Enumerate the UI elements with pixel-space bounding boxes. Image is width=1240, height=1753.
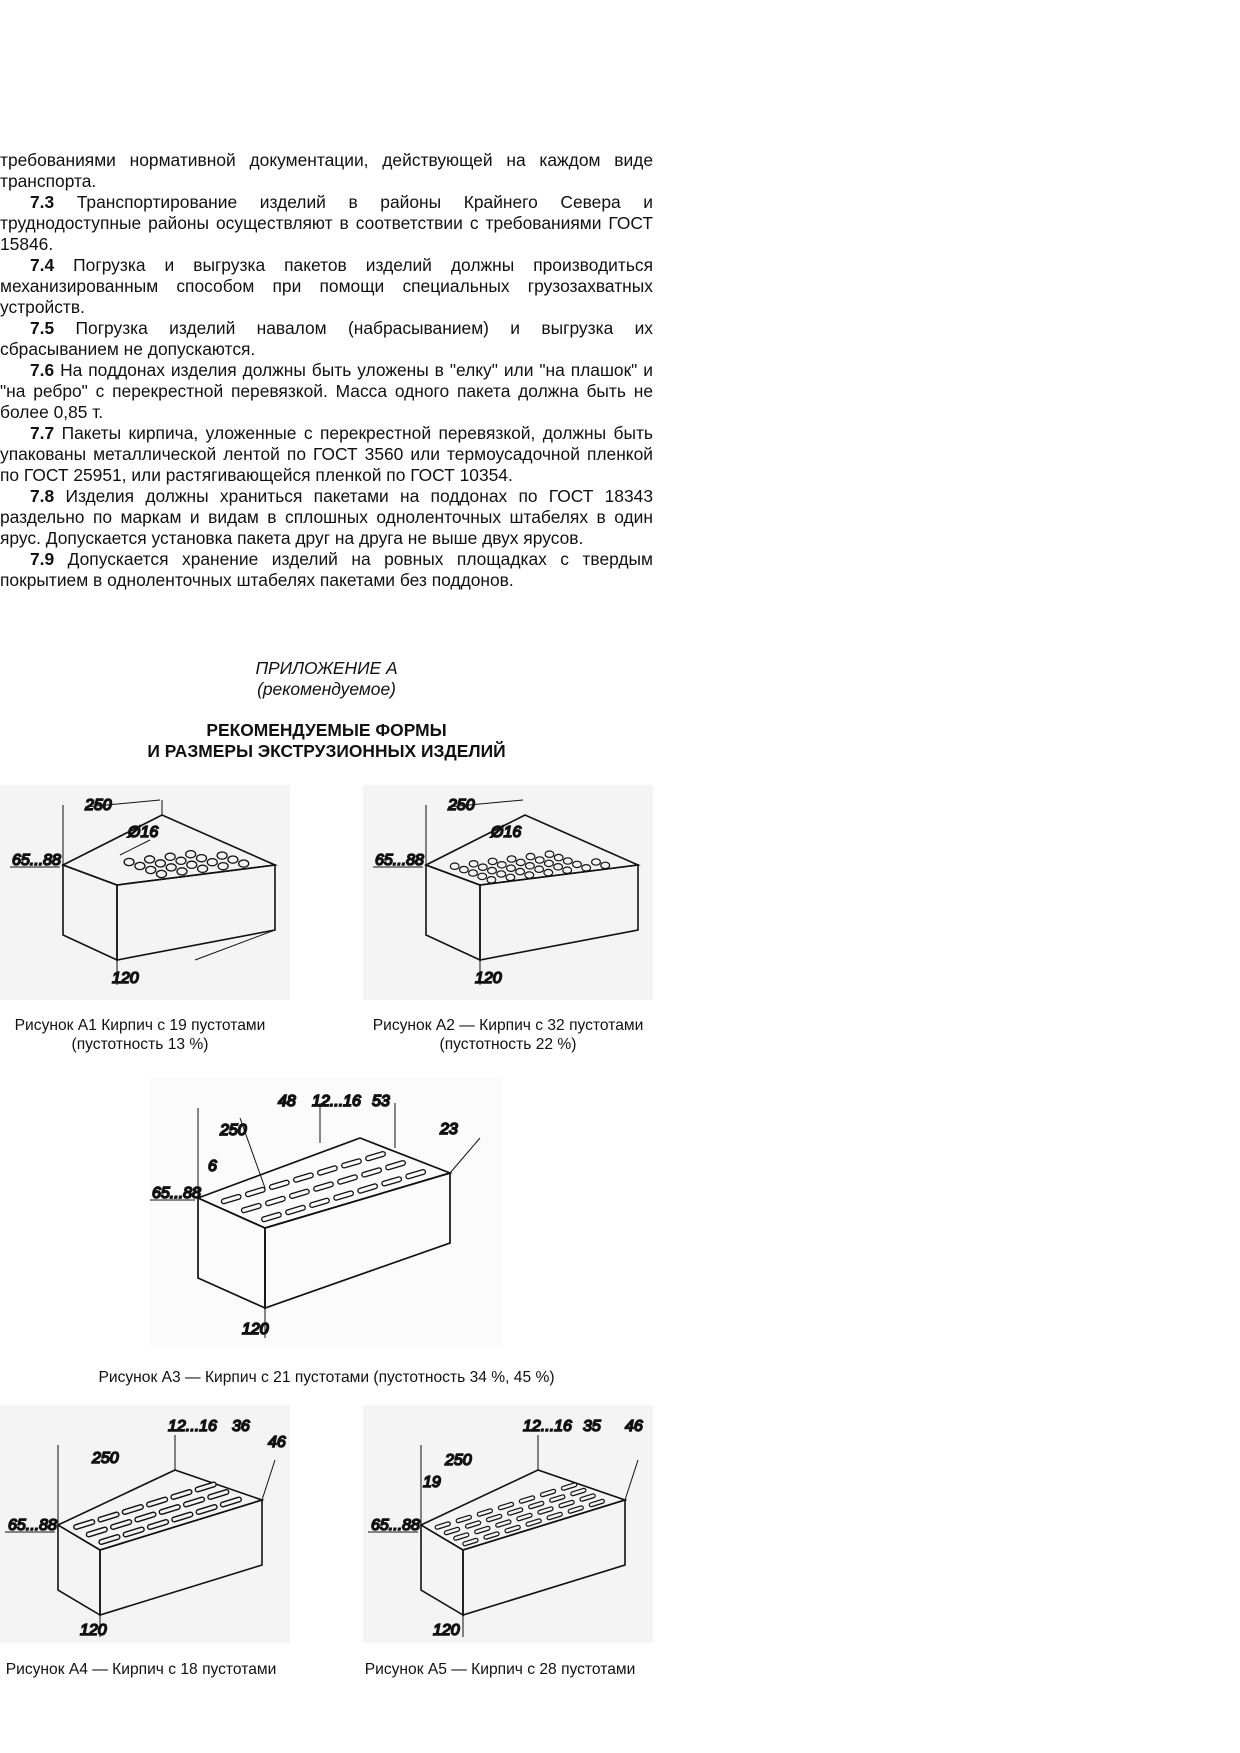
void-hole bbox=[506, 874, 515, 880]
void-hole bbox=[217, 852, 227, 859]
void-hole bbox=[592, 859, 601, 865]
void-hole bbox=[157, 870, 167, 877]
void-hole bbox=[187, 861, 197, 868]
paragraph-7-8: 7.8 Изделия должны храниться пакетами на поддонах по ГОСТ 18343 раздельно по маркам и видам в сплошных одноленточных штабелях в один ярус. Допускается установка пакета друг на друга не выше двух ярусов. bbox=[0, 486, 653, 548]
body-text bbox=[0, 150, 653, 591]
void-hole bbox=[166, 864, 176, 871]
void-hole bbox=[478, 873, 487, 879]
void-hole bbox=[554, 854, 563, 860]
void-hole bbox=[218, 863, 228, 870]
appendix-title-line-2: И РАЗМЕРЫ ЭКСТРУЗИОННЫХ ИЗДЕЛИЙ bbox=[147, 741, 506, 761]
a1-dim-width: 120 bbox=[112, 970, 139, 987]
void-hole bbox=[155, 860, 165, 867]
appendix-title-line-1: РЕКОМЕНДУЕМЫЕ ФОРМЫ bbox=[206, 720, 447, 740]
a2-dim-height: 65...88 bbox=[375, 852, 424, 869]
a1-dim-hole: Ø16 bbox=[128, 824, 159, 841]
void-hole bbox=[507, 856, 516, 862]
paragraph-continuation: требованиями нормативной документации, действующей на каждом виде транспорта. bbox=[0, 150, 653, 191]
void-hole bbox=[176, 857, 186, 864]
a2-dim-width: 120 bbox=[475, 970, 502, 987]
void-hole bbox=[516, 868, 525, 874]
void-hole bbox=[239, 860, 249, 867]
figure-a1-caption-title: Рисунок А1 Кирпич с 19 пустотами bbox=[14, 1017, 266, 1034]
figure-a3-drawing bbox=[150, 1078, 502, 1348]
void-hole bbox=[573, 861, 582, 867]
a5-dim-35: 35 bbox=[583, 1418, 601, 1435]
void-hole bbox=[497, 862, 506, 868]
void-hole bbox=[146, 866, 156, 873]
paragraph-7-6: 7.6 На поддонах изделия должны быть уложены в "елку" или "на плашок" и "на ребро" с перекрестной перевязкой. Масса одного пакета должна быть не более 0,85 т. bbox=[0, 360, 653, 422]
figure-a2-caption-title: Рисунок А2 — Кирпич с 32 пустотами bbox=[372, 1017, 644, 1034]
a3-dim-width: 120 bbox=[242, 1321, 269, 1338]
a3-dim-height: 65...88 bbox=[152, 1185, 201, 1202]
a5-dim-46: 46 bbox=[625, 1418, 643, 1435]
void-hole bbox=[544, 869, 553, 875]
a5-dim-12-16: 12...16 bbox=[523, 1418, 572, 1435]
a3-dim-48: 48 bbox=[278, 1093, 296, 1110]
void-hole bbox=[554, 864, 563, 870]
paragraph-7-7: 7.7 Пакеты кирпича, уложенные с перекрестной перевязкой, должны быть упакованы металлической лентой по ГОСТ 3560 или термоусадочной пленкой по ГОСТ 25951, или растягивающейся пленкой по ГОСТ 10354. bbox=[0, 423, 653, 485]
void-hole bbox=[460, 866, 469, 872]
void-hole bbox=[198, 865, 208, 872]
a4-dim-height: 65...88 bbox=[8, 1517, 57, 1534]
void-hole bbox=[469, 870, 478, 876]
void-hole bbox=[563, 867, 572, 873]
paragraph-7-9: 7.9 Допускается хранение изделий на ровных площадках с твердым покрытием в одноленточных штабелях пакетами без поддонов. bbox=[0, 549, 653, 590]
void-hole bbox=[450, 863, 459, 869]
figure-a5-caption: Рисунок А5 — Кирпич с 28 пустотами bbox=[364, 1661, 636, 1678]
paragraph-7-5: 7.5 Погрузка изделий навалом (набрасыванием) и выгрузка их сбрасыванием не допускаются. bbox=[0, 318, 653, 359]
void-hole bbox=[507, 865, 516, 871]
void-hole bbox=[526, 853, 535, 859]
a3-dim-53: 53 bbox=[372, 1093, 390, 1110]
a4-dim-46: 46 bbox=[268, 1434, 286, 1451]
a5-dim-length: 250 bbox=[445, 1452, 472, 1469]
a3-dim-12-16: 12...16 bbox=[312, 1093, 361, 1110]
void-hole bbox=[526, 863, 535, 869]
void-hole bbox=[582, 865, 591, 871]
a3-dim-6: 6 bbox=[208, 1158, 217, 1175]
a5-dim-19: 19 bbox=[423, 1474, 441, 1491]
void-hole bbox=[545, 860, 554, 866]
void-hole bbox=[516, 859, 525, 865]
void-hole bbox=[165, 853, 175, 860]
void-hole bbox=[525, 872, 534, 878]
figure-a1-drawing bbox=[0, 785, 290, 1000]
void-hole bbox=[535, 857, 544, 863]
paragraph-7-3: 7.3 Транспортирование изделий в районы Крайнего Севера и труднодоступные районы осуществляют в соответствии с требованиями ГОСТ 15846. bbox=[0, 192, 653, 254]
void-hole bbox=[497, 871, 506, 877]
figure-a4-drawing bbox=[0, 1405, 290, 1643]
void-hole bbox=[535, 866, 544, 872]
figure-a1-caption bbox=[0, 1016, 280, 1054]
void-hole bbox=[124, 858, 134, 865]
void-hole bbox=[487, 877, 496, 883]
void-hole bbox=[186, 851, 196, 858]
figure-a5-drawing bbox=[363, 1405, 653, 1643]
a4-dim-width: 120 bbox=[80, 1622, 107, 1639]
void-hole bbox=[469, 861, 478, 867]
void-hole bbox=[601, 862, 610, 868]
paragraph-7-4: 7.4 Погрузка и выгрузка пакетов изделий должны производиться механизированным способом при помощи специальных грузозахватных устройств. bbox=[0, 255, 653, 317]
void-hole bbox=[135, 862, 145, 869]
figure-a2-caption bbox=[363, 1016, 653, 1054]
appendix-label: ПРИЛОЖЕНИЕ А bbox=[255, 658, 398, 678]
a4-dim-length: 250 bbox=[92, 1450, 119, 1467]
void-hole bbox=[207, 859, 217, 866]
a3-dim-23: 23 bbox=[440, 1121, 458, 1138]
figure-a1-caption-voidness: (пустотность 13 %) bbox=[71, 1036, 209, 1053]
a3-dim-length: 250 bbox=[220, 1122, 247, 1139]
void-hole bbox=[488, 858, 497, 864]
void-hole bbox=[563, 858, 572, 864]
void-hole bbox=[478, 864, 487, 870]
a4-dim-36: 36 bbox=[232, 1418, 250, 1435]
void-hole bbox=[488, 867, 497, 873]
a2-dim-hole: Ø16 bbox=[491, 824, 522, 841]
a5-dim-width: 120 bbox=[433, 1622, 460, 1639]
figure-a2-drawing bbox=[363, 785, 653, 1000]
a1-dim-height: 65...88 bbox=[12, 852, 61, 869]
a4-dim-12-16: 12...16 bbox=[168, 1418, 217, 1435]
void-hole bbox=[228, 856, 238, 863]
a1-dim-length: 250 bbox=[85, 797, 112, 814]
figure-a2-caption-voidness: (пустотность 22 %) bbox=[439, 1036, 577, 1053]
a2-dim-length: 250 bbox=[448, 797, 475, 814]
a5-dim-height: 65...88 bbox=[371, 1517, 420, 1534]
figure-a4-caption: Рисунок А4 — Кирпич с 18 пустотами bbox=[5, 1661, 277, 1678]
void-hole bbox=[145, 856, 155, 863]
appendix-status: (рекомендуемое) bbox=[257, 679, 396, 699]
void-hole bbox=[545, 851, 554, 857]
void-hole bbox=[177, 868, 187, 875]
figure-a3-caption: Рисунок А3 — Кирпич с 21 пустотами (пустотность 34 %, 45 %) bbox=[98, 1369, 555, 1386]
void-hole bbox=[197, 855, 207, 862]
